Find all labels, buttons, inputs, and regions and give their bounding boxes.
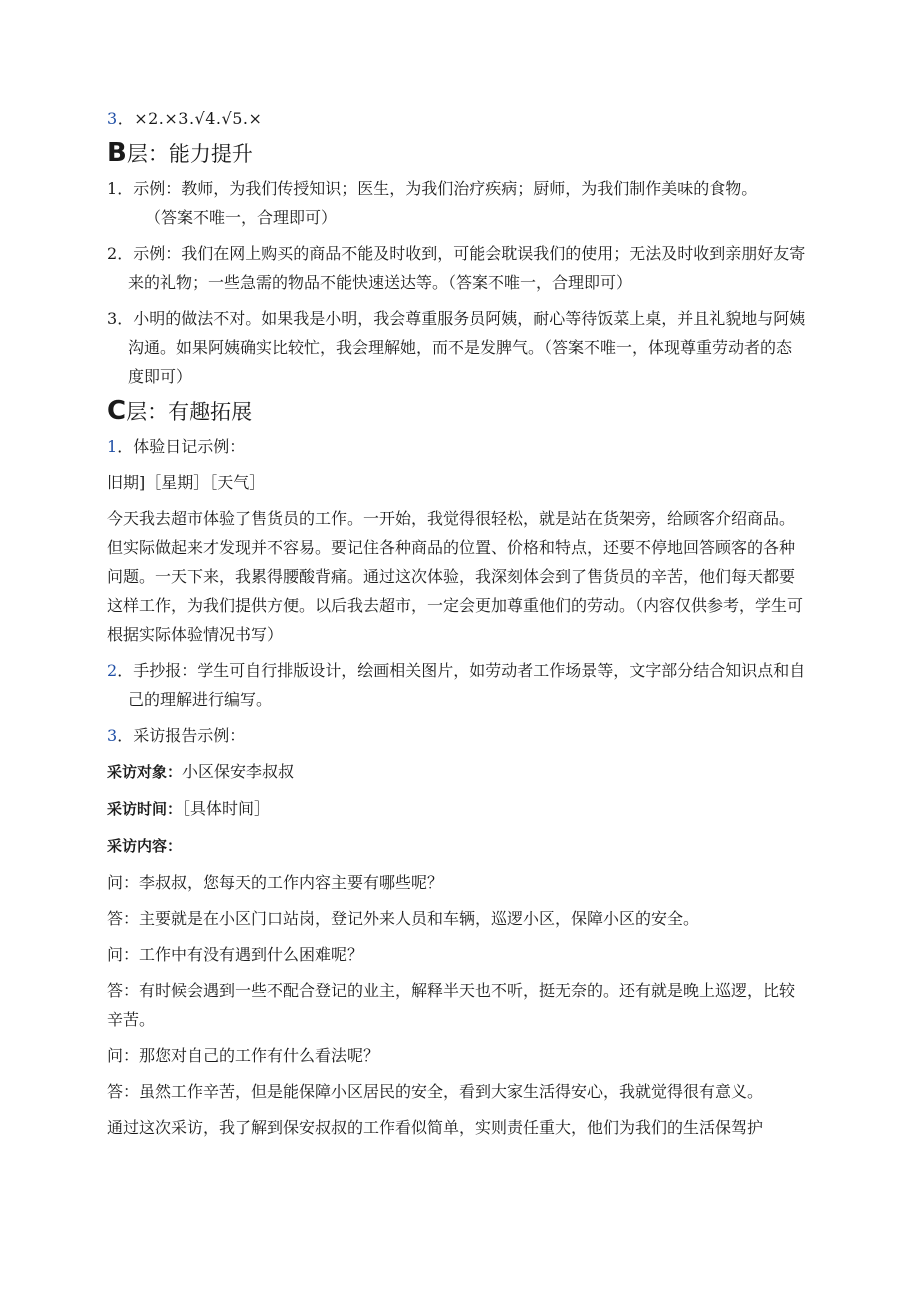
b-item-2 bbox=[107, 239, 807, 297]
qa-line: 答：虽然工作辛苦，但是能保障小区居民的安全，看到大家生活得安心，我就觉得很有意义。 bbox=[107, 1082, 764, 1101]
diary-header: 旧期]［星期］［天气］ bbox=[107, 473, 266, 492]
field-label: 采访时间： bbox=[107, 800, 183, 818]
section-letter: B bbox=[107, 138, 127, 168]
interview-time bbox=[107, 794, 807, 824]
c-item-1 bbox=[107, 432, 807, 461]
qa-line: 问：李叔叔，您每天的工作内容主要有哪些呢？ bbox=[107, 873, 444, 892]
item-number: 2 bbox=[107, 661, 118, 680]
b-item-3 bbox=[107, 304, 807, 391]
item-note: （答案不唯一，合理即可） bbox=[145, 208, 338, 227]
item-text: ．体验日记示例： bbox=[117, 437, 246, 456]
c-item-3 bbox=[107, 721, 807, 750]
b-item-1 bbox=[107, 174, 807, 232]
item-text: ．小明的做法不对。如果我是小明，我会尊重服务员阿姨，耐心等待饭菜上桌，并且礼貌地与阿姨沟通。如果阿姨确实比较忙，我会理解她，而不是发脾气。（答案不唯一，体现尊重劳动者的态度即可） bbox=[117, 309, 806, 386]
field-label: 采访对象： bbox=[107, 763, 183, 781]
interview-object bbox=[107, 757, 807, 787]
item-number: 3 bbox=[107, 109, 118, 128]
item-number: 3 bbox=[107, 726, 118, 745]
qa-line: 问：那您对自己的工作有什么看法呢？ bbox=[107, 1046, 380, 1065]
section-title: 层：能力提升 bbox=[126, 142, 253, 166]
item-number: 1 bbox=[107, 179, 118, 198]
item-number: 3 bbox=[107, 309, 118, 328]
field-value: ［具体时间］ bbox=[182, 799, 271, 818]
field-label: 采访内容： bbox=[107, 837, 183, 855]
section-letter: C bbox=[107, 396, 127, 426]
item-text: ．采访报告示例： bbox=[117, 726, 246, 745]
answer-content bbox=[107, 104, 807, 1142]
item-text: ．手抄报：学生可自行排版设计，绘画相关图片，如劳动者工作场景等，文字部分结合知识点和自己的理解进行编写。 bbox=[117, 661, 806, 709]
item-number: 1 bbox=[107, 437, 118, 456]
item-number: 2 bbox=[107, 244, 118, 263]
item-text: ．示例：教师，为我们传授知识；医生，为我们治疗疾病；厨师，为我们制作美味的食物。 bbox=[117, 179, 758, 198]
interview-content-label bbox=[107, 831, 807, 861]
field-value: 小区保安李叔叔 bbox=[182, 762, 295, 781]
interview-conclusion: 通过这次采访，我了解到保安叔叔的工作看似简单，实则责任重大，他们为我们的生活保驾护 bbox=[107, 1118, 764, 1137]
diary-body: 今天我去超市体验了售货员的工作。一开始，我觉得很轻松，就是站在货架旁，给顾客介绍商品。但实际做起来才发现并不容易。要记住各种商品的位置、价格和特点，还要不停地回答顾客的各种问题。一天下来，我累得腰酸背痛。通过这次体验，我深刻体会到了售货员的辛苦，他们每天都要这样工作，为我们提供方便。以后我去超市，一定会更加尊重他们的劳动。（内容仅供参考，学生可根据实际体验情况书写） bbox=[107, 509, 804, 644]
section-c-heading bbox=[107, 391, 807, 432]
qa-line: 答：主要就是在小区门口站岗，登记外来人员和车辆，巡逻小区，保障小区的安全。 bbox=[107, 909, 700, 928]
section-title: 层：有趣拓展 bbox=[126, 400, 253, 424]
judgement-answers bbox=[107, 104, 807, 133]
item-text: ．示例：我们在网上购买的商品不能及时收到，可能会耽误我们的使用；无法及时收到亲朋好友寄来的礼物；一些急需的物品不能快速送达等。（答案不唯一，合理即可） bbox=[117, 244, 806, 292]
section-b-heading bbox=[107, 133, 807, 174]
c-item-2 bbox=[107, 656, 807, 714]
qa-line: 答：有时候会遇到一些不配合登记的业主，解释半天也不听，挺无奈的。还有就是晚上巡逻，比较辛苦。 bbox=[107, 981, 796, 1029]
item-text: ．×2.×3.√4.√5.× bbox=[117, 109, 263, 128]
qa-line: 问：工作中有没有遇到什么困难呢？ bbox=[107, 945, 364, 964]
